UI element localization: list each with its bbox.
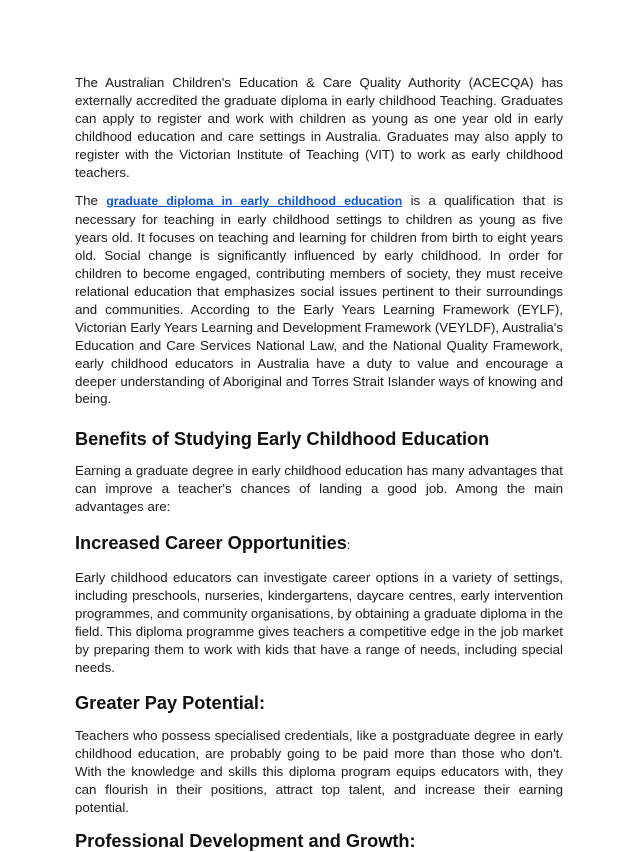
diploma-paragraph [75, 192, 563, 408]
diploma-paragraph-prefix: The [75, 193, 107, 209]
pay-heading: Greater Pay Potential: [75, 693, 266, 714]
career-heading [75, 532, 563, 556]
career-paragraph: Early childhood educators can investigate career options in a variety of settings, including preschools, nurseries, kindergartens, daycare centres, early intervention programmes, and community organisations, by obtaining a graduate diploma in the field. This diploma programme gives teachers a competitive edge in the job market by preparing them to work with kids that have a range of needs, including special needs. [75, 570, 563, 675]
professional-heading: Professional Development and Growth: [75, 831, 416, 851]
career-heading-text: Increased Career Opportunities [75, 533, 347, 554]
benefits-paragraph: Earning a graduate degree in early childhood education has many advantages that can improve a teacher's chances of landing a good job. Among the main advantages are: [75, 463, 563, 515]
career-heading-colon: : [346, 538, 351, 553]
intro-paragraph: The Australian Children's Education & Care Quality Authority (ACECQA) has externally accredited the graduate diploma in early childhood Teaching. Graduates can apply to register and work with children as young as one year old in early childhood education and care settings in Australia. Graduates may also apply to register with the Victorian Institute of Teaching (VIT) to work as early childhood teachers. [75, 75, 563, 180]
benefits-heading: Benefits of Studying Early Childhood Education [75, 429, 490, 450]
diploma-paragraph-text: is a qualification that is necessary for teaching in early childhood settings to children as young as five years old. It focuses on teaching and learning for children from birth to eight years old. Social change is significantly influenced by early childhood. In order for children to become engaged, contributing members of society, they must receive relational education that emphasizes social issues pertinent to their surroundings and communities. According to the Early Years Learning Framework (EYLF), Victorian Early Years Learning and Development Framework (VEYLDF), Australia's Education and Care Services National Law, and the National Quality Framework, early childhood educators in Australia have a duty to value and encourage a deeper understanding of Aboriginal and Torres Strait Islander ways of knowing and being. [75, 193, 564, 407]
graduate-diploma-link[interactable]: graduate diploma in early childhood education [106, 194, 403, 209]
document-page [75, 74, 563, 852]
pay-paragraph: Teachers who possess specialised credentials, like a postgraduate degree in early childhood education, are probably going to be paid more than those who don't. With the knowledge and skills this diploma program equips educators with, they can flourish in their positions, attract top talent, and increase their earning potential. [75, 728, 563, 816]
